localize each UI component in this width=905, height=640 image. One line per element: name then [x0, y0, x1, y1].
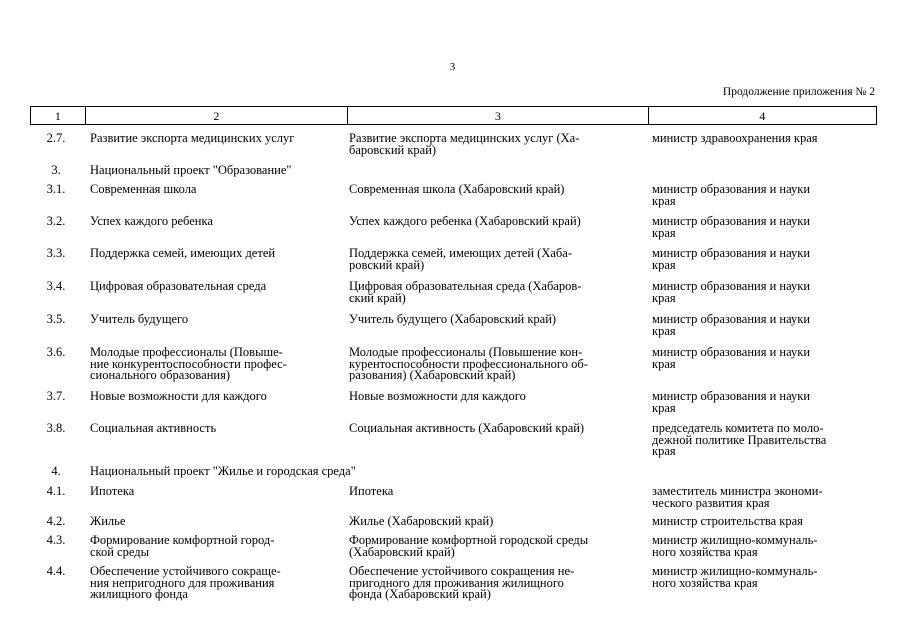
row-project: Жилье (Хабаровский край): [349, 514, 494, 528]
row-number: 3.8.: [46, 421, 66, 435]
column-header-3: 3: [347, 107, 648, 125]
row-name: Ипотека: [90, 484, 135, 498]
row-name: Новые возможности для каждого: [90, 389, 267, 403]
row-name: Формирование комфортной город- ской среды: [90, 533, 275, 559]
row-name: Жилье: [90, 514, 126, 528]
row-number: 4.4.: [46, 564, 66, 578]
row-responsible: министр жилищно-коммуналь- ного хозяйства края: [652, 564, 818, 590]
row-name: Поддержка семей, имеющих детей: [90, 246, 276, 260]
row-responsible: министр строительства края: [652, 514, 803, 528]
row-number: 3.3.: [46, 246, 66, 260]
row-name: Успех каждого ребенка: [90, 214, 213, 228]
row-project: Формирование комфортной городской среды (Хабаровский край): [349, 533, 589, 559]
continuation-label: Продолжение приложения № 2: [722, 86, 875, 98]
row-number: 3.: [51, 163, 61, 177]
column-header-2: 2: [85, 107, 347, 125]
row-name: Национальный проект "Образование": [90, 163, 292, 177]
row-project: Учитель будущего (Хабаровский край): [349, 312, 557, 326]
row-number: 3.7.: [46, 389, 66, 403]
row-responsible: председатель комитета по моло- дежной политике Правительства края: [652, 421, 827, 458]
row-name: Социальная активность: [90, 421, 217, 435]
row-responsible: министр образования и науки края: [652, 345, 811, 371]
row-project: Новые возможности для каждого: [349, 389, 526, 403]
row-name: Обеспечение устойчивого сокраще- ния непригодного для проживания жилищного фонда: [90, 564, 281, 601]
row-responsible: министр образования и науки края: [652, 279, 811, 305]
row-responsible: министр здравоохранения края: [652, 131, 818, 145]
row-responsible: министр образования и науки края: [652, 182, 811, 208]
row-project: Успех каждого ребенка (Хабаровский край): [349, 214, 581, 228]
row-project: Обеспечение устойчивого сокращения не- пригодного для проживания жилищного фонда (Хабаровский край): [349, 564, 575, 601]
row-name: Национальный проект "Жилье и городская среда": [90, 464, 356, 478]
row-responsible: министр образования и науки края: [652, 246, 811, 272]
row-responsible: министр образования и науки края: [652, 214, 811, 240]
row-project: Поддержка семей, имеющих детей (Хаба- ровский край): [349, 246, 572, 272]
row-name: Учитель будущего: [90, 312, 189, 326]
row-project: Цифровая образовательная среда (Хабаров- ский край): [349, 279, 582, 305]
row-project: Социальная активность (Хабаровский край): [349, 421, 585, 435]
row-number: 3.5.: [46, 312, 66, 326]
page-number: 3: [449, 61, 456, 73]
row-name: Развитие экспорта медицинских услуг: [90, 131, 295, 145]
row-name: Цифровая образовательная среда: [90, 279, 267, 293]
row-responsible: министр образования и науки края: [652, 389, 811, 415]
row-number: 3.6.: [46, 345, 66, 359]
row-number: 4.1.: [46, 484, 66, 498]
column-header-table: [30, 106, 877, 125]
row-project: Ипотека: [349, 484, 394, 498]
column-header-1: 1: [31, 107, 86, 125]
row-number: 4.2.: [46, 514, 66, 528]
row-responsible: министр жилищно-коммуналь- ного хозяйства края: [652, 533, 818, 559]
row-project: Молодые профессионалы (Повышение кон- курентоспособности профессионального об- разования) (Хабаровский край): [349, 345, 588, 382]
column-header-4: 4: [648, 107, 876, 125]
row-number: 2.7.: [46, 131, 66, 145]
row-number: 4.: [51, 464, 61, 478]
row-number: 4.3.: [46, 533, 66, 547]
column-header-row: [31, 107, 877, 125]
row-project: Развитие экспорта медицинских услуг (Ха- баровский край): [349, 131, 580, 157]
row-number: 3.2.: [46, 214, 66, 228]
row-name: Молодые профессионалы (Повыше- ние конкурентоспособности профес- сионального образования): [90, 345, 287, 382]
row-number: 3.4.: [46, 279, 66, 293]
row-project: Современная школа (Хабаровский край): [349, 182, 565, 196]
row-responsible: министр образования и науки края: [652, 312, 811, 338]
row-responsible: заместитель министра экономи- ческого развития края: [652, 484, 823, 510]
row-name: Современная школа: [90, 182, 197, 196]
row-number: 3.1.: [46, 182, 66, 196]
